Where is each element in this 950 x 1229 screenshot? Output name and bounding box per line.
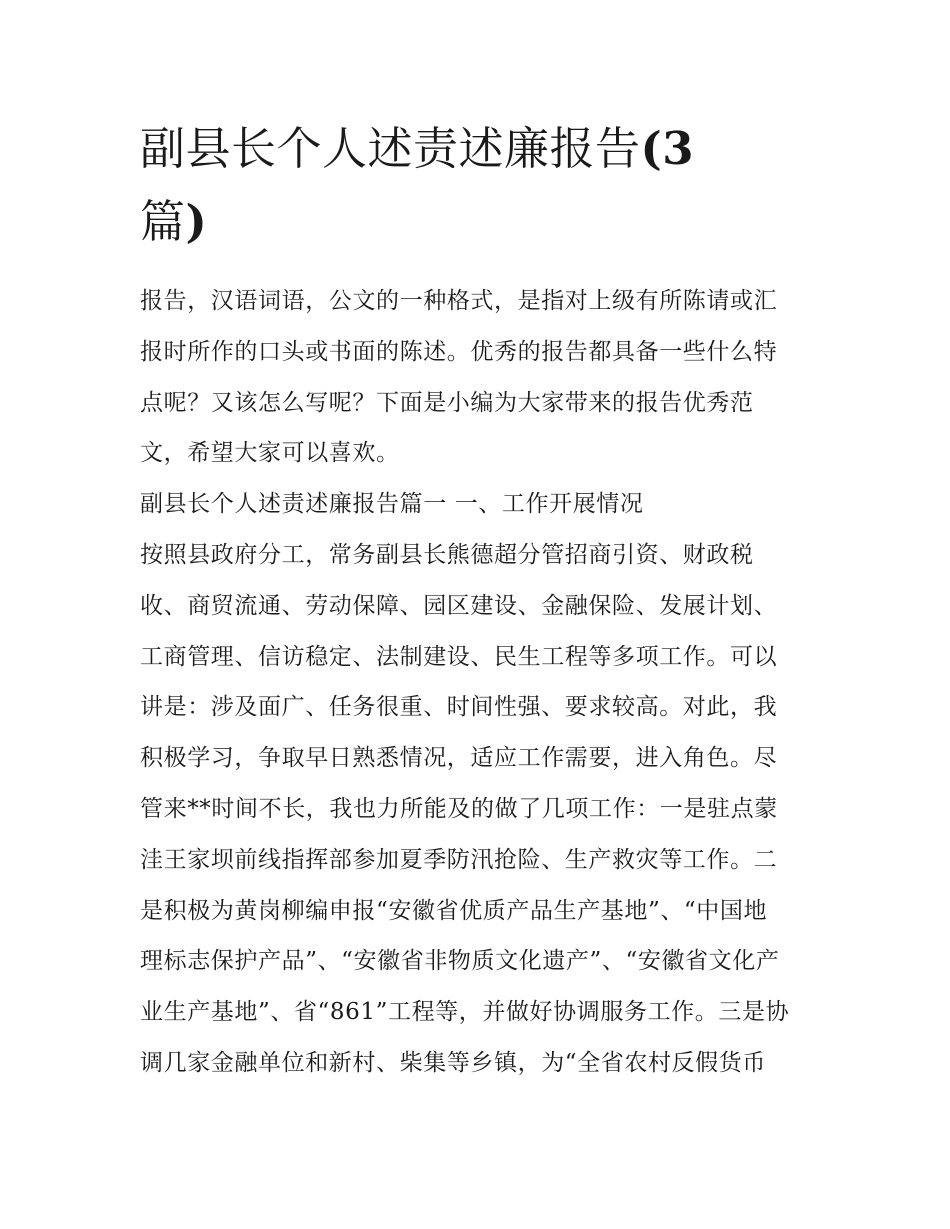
- title-line-1: 副县长个人述责述廉报告(3: [140, 122, 695, 175]
- body-line-3: 点呢？又该怎么写呢？下面是小编为大家带来的报告优秀范: [140, 389, 754, 416]
- body-line-4: 文，希望大家可以喜欢。: [140, 440, 400, 467]
- body-line-10: 积极学习，争取早日熟悉情况，适应工作需要，进入角色。尽: [140, 745, 778, 772]
- body-line-13: 是积极为黄岗柳编申报“安徽省优质产品生产基地”、“中国地: [140, 897, 768, 924]
- body-line-11: 管来**时间不长，我也力所能及的做了几项工作：一是驻点蒙: [140, 795, 778, 822]
- body-line-14: 理标志保护产品”、“安徽省非物质文化遗产”、“安徽省文化产: [140, 948, 780, 975]
- body-line-7: 收、商贸流通、劳动保障、园区建设、金融保险、发展计划、: [140, 592, 778, 619]
- body-line-6: 按照县政府分工，常务副县长熊德超分管招商引资、财政税: [140, 541, 754, 568]
- document-body: [140, 276, 820, 1089]
- body-line-9: 讲是：涉及面广、任务很重、时间性强、要求较高。对此，我: [140, 694, 778, 721]
- title-close-paren: ): [185, 195, 208, 248]
- body-line-1: 报告，汉语词语，公文的一种格式，是指对上级有所陈请或汇: [140, 288, 778, 314]
- title-count: (3: [640, 122, 695, 175]
- title-line-2: 篇): [140, 195, 208, 248]
- body-line-8: 工商管理、信访稳定、法制建设、民生工程等多项工作。可以: [140, 643, 778, 670]
- document-title: [140, 112, 820, 258]
- body-line-16: 调几家金融单位和新村、柴集等乡镇，为“全省农村反假货币: [140, 1049, 766, 1076]
- section-heading: 副县长个人述责述廉报告篇一 一、工作开展情况: [140, 491, 644, 518]
- body-line-2: 报时所作的口头或书面的陈述。优秀的报告都具备一些什么特: [140, 338, 778, 365]
- body-line-12: 洼王家坝前线指挥部参加夏季防汛抢险、生产救灾等工作。二: [140, 846, 778, 873]
- body-line-15: 业生产基地”、省“861”工程等，并做好协调服务工作。三是协: [140, 999, 790, 1026]
